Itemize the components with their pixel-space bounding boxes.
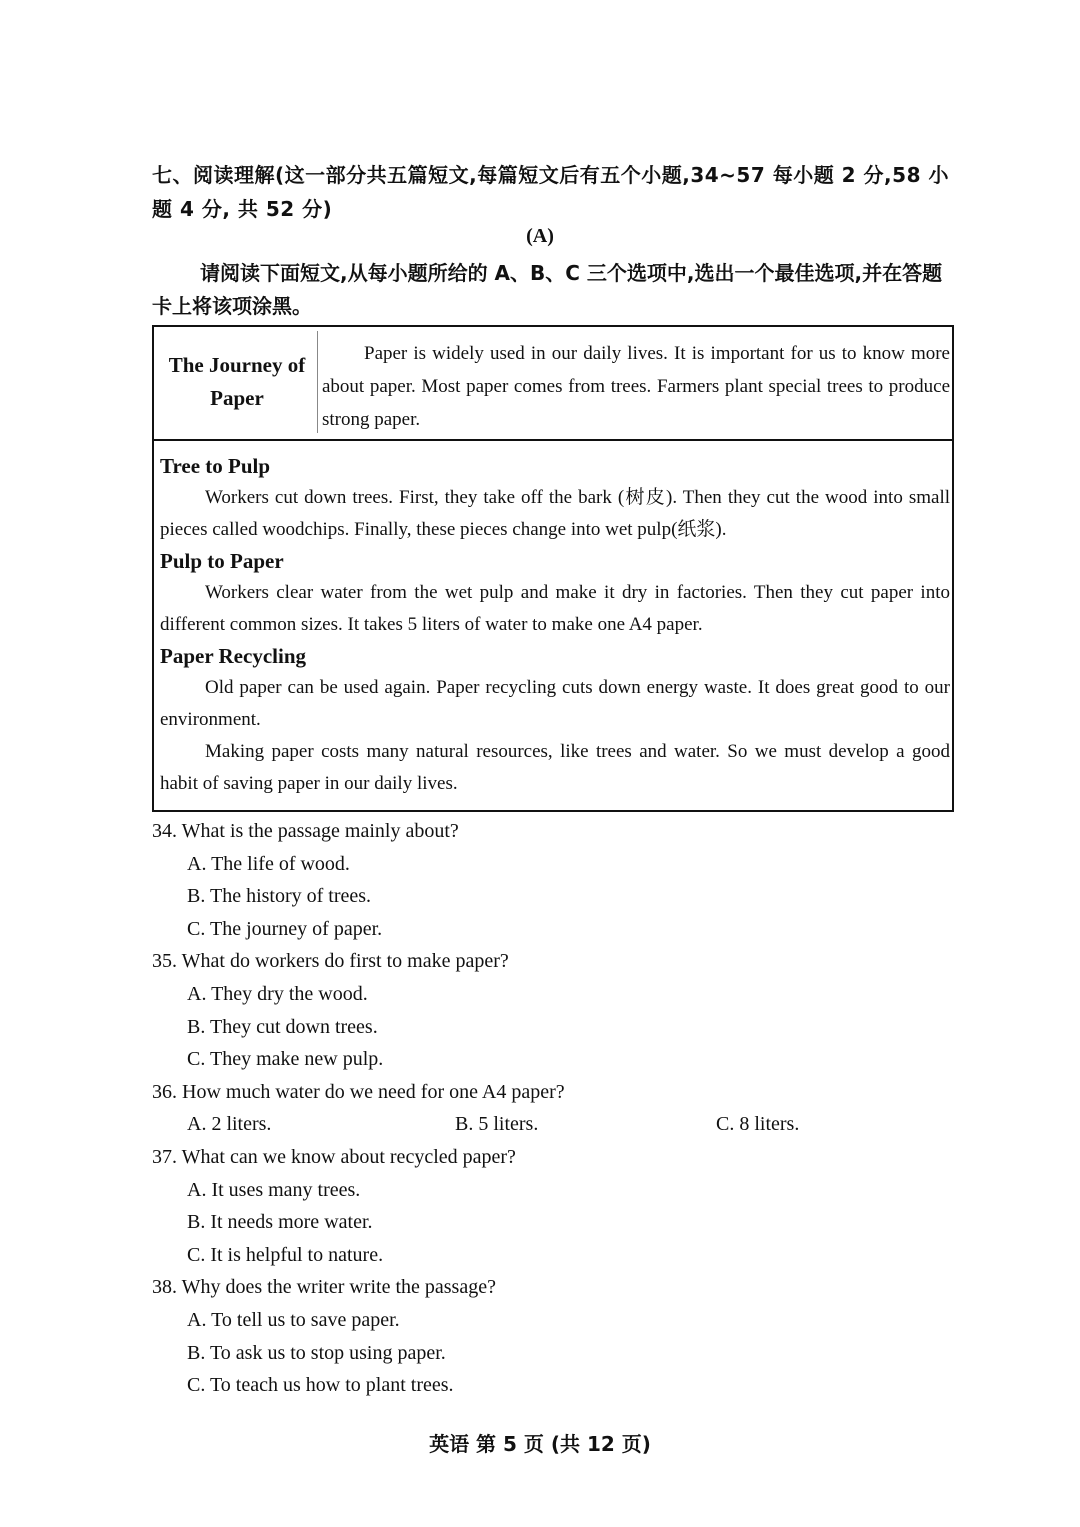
section-heading-paper-recycling: Paper Recycling — [160, 644, 306, 668]
question-36 — [152, 1076, 952, 1141]
paragraph-tree-to-pulp: Workers cut down trees. First, they take off the bark (树皮). Then they cut the wood into small pieces called woodchips. Finally, these pieces change into wet pulp(纸浆). — [160, 487, 950, 540]
header-divider — [317, 331, 318, 433]
question-stem: 37. What can we know about recycled paper? — [152, 1145, 516, 1168]
passage-box — [152, 325, 954, 812]
option-c: C. 8 liters. — [716, 1113, 800, 1136]
question-stem: 34. What is the passage mainly about? — [152, 820, 459, 842]
option-a: A. To tell us to save paper. — [187, 1308, 400, 1331]
option-a: A. The life of wood. — [187, 852, 350, 875]
option-b: B. They cut down trees. — [187, 1015, 378, 1038]
option-b: B. The history of trees. — [187, 885, 372, 908]
option-a: A. 2 liters. — [187, 1113, 272, 1136]
option-b: B. It needs more water. — [187, 1211, 373, 1234]
option-c: C. It is helpful to nature. — [187, 1243, 384, 1266]
passage-title — [162, 349, 312, 415]
option-c: C. The journey of paper. — [187, 917, 383, 940]
option-a: A. It uses many trees. — [187, 1178, 361, 1201]
section-heading-pulp-to-paper: Pulp to Paper — [160, 549, 284, 573]
paragraph-recycling-2: Making paper costs many natural resources, like trees and water. So we must develop a good habit of saving paper in our daily lives. — [160, 741, 950, 794]
option-b: B. 5 liters. — [455, 1113, 539, 1136]
option-b: B. To ask us to stop using paper. — [187, 1341, 446, 1364]
option-a: A. They dry the wood. — [187, 982, 368, 1005]
question-35 — [152, 945, 952, 1075]
option-c: C. To teach us how to plant trees. — [187, 1374, 454, 1397]
question-38 — [152, 1271, 952, 1401]
passage-title-line1: The Journey of — [168, 353, 306, 377]
paragraph-pulp-to-paper: Workers clear water from the wet pulp and make it dry in factories. Then they cut paper into different common sizes. It takes 5 liters of water to make one A4 paper. — [160, 582, 950, 635]
option-c: C. They make new pulp. — [187, 1048, 384, 1071]
passage-body — [160, 451, 950, 800]
question-stem: 36. How much water do we need for one A4 paper? — [152, 1080, 565, 1103]
part-label: (A) — [526, 225, 554, 247]
instructions: 请阅读下面短文,从每小题所给的 A、B、C 三个选项中,选出一个最佳选项,并在答题卡上将该项涂黑。 — [152, 261, 943, 318]
passage-title-line2: Paper — [210, 386, 264, 410]
section-heading-tree-to-pulp: Tree to Pulp — [160, 454, 271, 478]
question-stem: 38. Why does the writer write the passage? — [152, 1276, 496, 1299]
question-37 — [152, 1141, 952, 1271]
option-row — [152, 1108, 952, 1141]
passage-intro: Paper is widely used in our daily lives. It is important for us to know more about paper. Most paper comes from trees. Farmers plant special trees to produce strong paper. — [322, 343, 950, 430]
page-footer: 英语 第 5 页 (共 12 页) — [429, 1432, 651, 1456]
question-stem: 35. What do workers do first to make paper? — [152, 950, 509, 973]
paragraph-recycling-1: Old paper can be used again. Paper recycling cuts down energy waste. It does great good to our environment. — [160, 677, 950, 730]
section-title: 七、阅读理解(这一部分共五篇短文,每篇短文后有五个小题,34~57 每小题 2 分,58 小题 4 分, 共 52 分) — [152, 163, 949, 221]
question-34 — [152, 815, 952, 945]
question-list — [152, 815, 952, 1402]
passage-header — [154, 327, 952, 441]
